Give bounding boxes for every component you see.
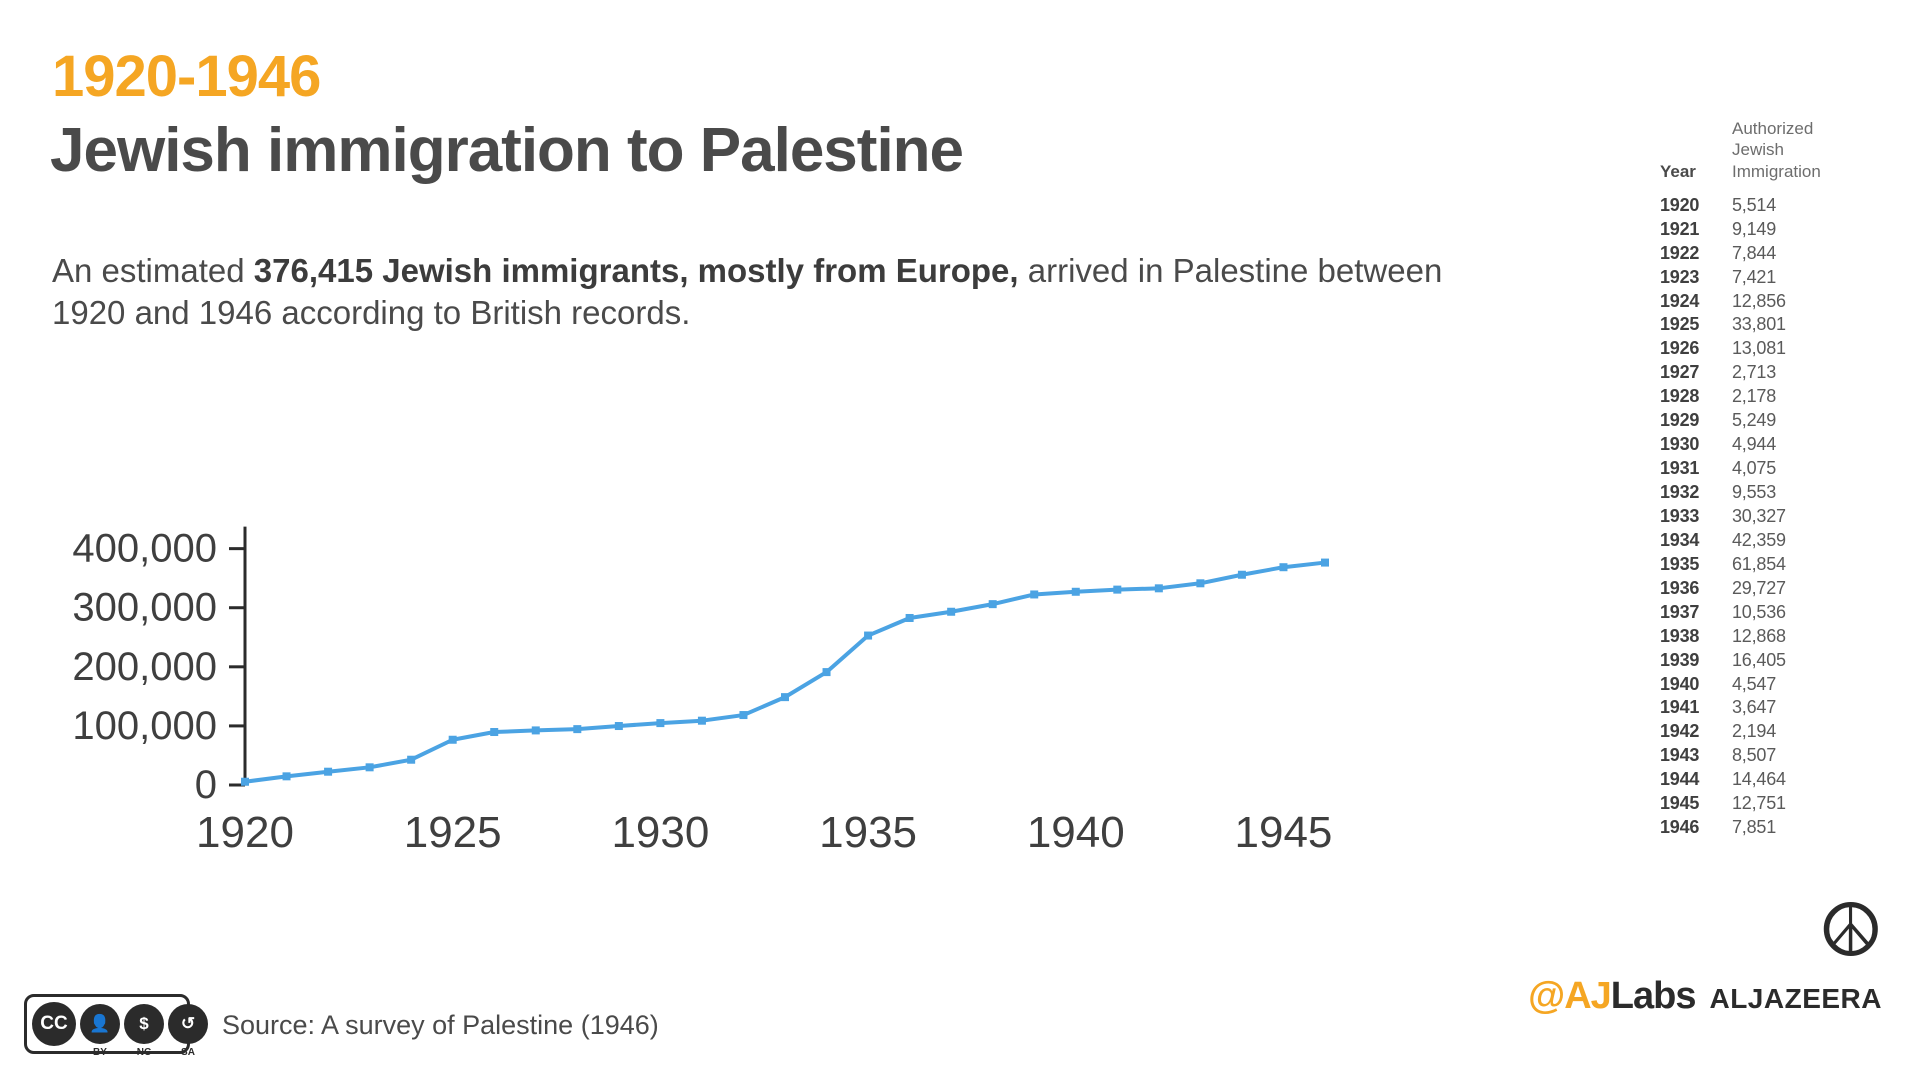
data-point-marker	[1155, 584, 1163, 592]
table-cell-year: 1943	[1660, 745, 1700, 766]
data-point-marker	[1196, 579, 1204, 587]
table-cell-year: 1927	[1660, 362, 1700, 383]
table-row	[1660, 457, 1890, 481]
table-row	[1660, 385, 1890, 409]
table-cell-value: 4,075	[1732, 458, 1777, 479]
cc-sa-icon	[168, 1004, 208, 1058]
table-cell-year: 1944	[1660, 769, 1700, 790]
table-body	[1660, 194, 1890, 840]
x-axis-tick-labels	[196, 808, 1332, 857]
y-axis-tick-label: 200,000	[72, 644, 217, 689]
table-row	[1660, 744, 1890, 768]
data-point-marker	[1279, 563, 1287, 571]
table-row	[1660, 433, 1890, 457]
table-cell-value: 29,727	[1732, 577, 1786, 598]
y-axis-tick-labels	[72, 527, 245, 807]
data-point-marker	[490, 728, 498, 736]
source-caption: Source: A survey of Palestine (1946)	[222, 1010, 659, 1040]
table-cell-year: 1937	[1660, 601, 1700, 622]
table-cell-year: 1931	[1660, 458, 1700, 479]
table-row	[1660, 696, 1890, 720]
data-point-marker	[656, 719, 664, 727]
line-chart	[30, 505, 1630, 905]
cc-nc-group	[124, 1004, 164, 1058]
aljazeera-logo-icon: ☮	[1817, 889, 1882, 972]
cc-by-icon	[80, 1004, 120, 1058]
data-point-marker	[864, 632, 872, 640]
data-point-marker	[366, 763, 374, 771]
table-row	[1660, 481, 1890, 505]
cc-icon	[32, 1002, 76, 1046]
table-cell-value: 9,553	[1732, 482, 1777, 502]
data-point-marker	[241, 778, 249, 786]
series-line	[245, 563, 1325, 782]
x-axis-tick-label: 1945	[1234, 808, 1333, 857]
data-point-marker	[781, 693, 789, 701]
table-cell-year: 1936	[1660, 577, 1700, 598]
standfirst-emphasis: 376,415 Jewish immigrants, mostly from Europe,	[253, 252, 1019, 289]
data-point-marker	[1238, 571, 1246, 579]
table-cell-value: 3,647	[1732, 697, 1777, 718]
table-cell-year: 1939	[1660, 649, 1700, 670]
table-row	[1660, 792, 1890, 816]
data-point-marker	[947, 608, 955, 616]
data-point-marker	[698, 717, 706, 725]
table-cell-value: 33,801	[1732, 314, 1786, 335]
table-header-value	[1732, 118, 1890, 182]
table-row	[1660, 816, 1890, 840]
cc-nc-label: NC	[136, 1047, 152, 1058]
data-point-marker	[283, 772, 291, 780]
chart-canvas	[30, 505, 1630, 905]
creative-commons-badge[interactable]	[24, 994, 196, 1058]
data-point-marker	[823, 668, 831, 676]
table-cell-value: 2,194	[1732, 721, 1777, 742]
series-markers	[241, 559, 1329, 786]
table-header-value-line3: Immigration	[1732, 161, 1821, 181]
table-row	[1660, 577, 1890, 601]
cc-sa-group	[168, 1004, 208, 1058]
table-cell-value: 5,514	[1732, 194, 1777, 215]
table-row	[1660, 649, 1890, 673]
table-cell-value: 2,713	[1732, 362, 1777, 383]
table-row	[1660, 553, 1890, 577]
table-header-value-line2: Jewish	[1732, 140, 1784, 160]
data-point-marker	[407, 756, 415, 764]
y-axis-tick-label: 400,000	[72, 526, 217, 571]
table-cell-year: 1935	[1660, 553, 1700, 574]
table-cell-value: 5,249	[1732, 410, 1777, 431]
standfirst-text	[52, 250, 1512, 334]
data-point-marker	[449, 736, 457, 744]
data-point-marker	[1321, 559, 1329, 567]
table-cell-year: 1945	[1660, 793, 1700, 814]
data-point-marker	[532, 726, 540, 734]
aljazeera-wordmark: ALJAZEERA	[1709, 982, 1882, 1014]
table-header-value-line1: Authorized	[1732, 119, 1814, 138]
table-cell-value: 12,751	[1732, 793, 1786, 814]
standfirst-prefix: An estimated	[52, 252, 254, 289]
table-cell-value: 7,421	[1732, 266, 1777, 287]
table-cell-year: 1928	[1660, 386, 1700, 407]
table-cell-year: 1938	[1660, 625, 1700, 646]
table-cell-year: 1923	[1660, 266, 1700, 287]
data-point-marker	[615, 722, 623, 730]
x-axis-tick-label: 1925	[403, 808, 502, 857]
cc-nc-icon	[124, 1004, 164, 1058]
data-point-marker	[906, 614, 914, 622]
data-point-marker	[1113, 586, 1121, 594]
table-cell-value: 10,536	[1732, 601, 1786, 622]
table-cell-value: 61,854	[1732, 553, 1786, 574]
table-cell-value: 12,868	[1732, 625, 1786, 646]
table-cell-year: 1930	[1660, 434, 1700, 455]
x-axis-tick-label: 1940	[1026, 808, 1125, 857]
table-cell-year: 1929	[1660, 410, 1700, 431]
standfirst-suffix: arrived in Palestine between 1920 and 1946 according to British records.	[52, 252, 1443, 332]
cc-by-label: BY	[93, 1047, 107, 1058]
table-cell-value: 12,856	[1732, 290, 1786, 311]
table-cell-year: 1932	[1660, 482, 1700, 502]
x-axis-tick-label: 1920	[196, 808, 294, 857]
data-table	[1660, 118, 1890, 840]
page-title: Jewish immigration to Palestine	[50, 116, 964, 185]
table-cell-value: 30,327	[1732, 505, 1786, 526]
cc-sa-glyph: ↺	[180, 1014, 196, 1033]
table-cell-year: 1921	[1660, 218, 1700, 239]
table-cell-year: 1934	[1660, 529, 1700, 550]
table-row	[1660, 313, 1890, 337]
brand-row	[1528, 974, 1882, 1018]
table-cell-year: 1920	[1660, 194, 1700, 215]
table-cell-value: 7,844	[1732, 242, 1777, 263]
y-axis-tick-label: 0	[194, 763, 217, 807]
table-cell-year: 1925	[1660, 314, 1700, 335]
table-row	[1660, 242, 1890, 266]
table-cell-value: 8,507	[1732, 745, 1777, 766]
x-axis-tick-label: 1935	[819, 808, 918, 857]
cc-icon-label: CC	[40, 1013, 68, 1034]
table-cell-year: 1941	[1660, 697, 1700, 718]
table-cell-value: 7,851	[1732, 817, 1777, 838]
table-cell-year: 1942	[1660, 721, 1700, 742]
table-row	[1660, 290, 1890, 314]
table-cell-value: 42,359	[1732, 529, 1786, 550]
table-row	[1660, 337, 1890, 361]
y-axis-tick-label: 100,000	[72, 703, 217, 748]
data-point-marker	[324, 768, 332, 776]
table-row	[1660, 625, 1890, 649]
table-row	[1660, 529, 1890, 553]
table-cell-year: 1924	[1660, 290, 1700, 311]
table-row	[1660, 768, 1890, 792]
table-cell-value: 13,081	[1732, 338, 1786, 359]
brand-block	[1528, 889, 1882, 1018]
data-point-marker	[739, 711, 747, 719]
cc-sa-label: SA	[181, 1047, 195, 1058]
ajlabs-wordmark	[1528, 975, 1695, 1018]
ajlabs-at: @AJ	[1528, 974, 1611, 1017]
table-cell-year: 1922	[1660, 242, 1700, 263]
y-axis-tick-label: 300,000	[72, 585, 217, 630]
table-cell-value: 9,149	[1732, 218, 1777, 239]
x-axis-tick-label: 1930	[611, 808, 710, 857]
table-cell-value: 14,464	[1732, 769, 1786, 790]
cc-by-glyph: 👤	[89, 1014, 111, 1033]
table-cell-value: 2,178	[1732, 386, 1777, 407]
table-cell-year: 1946	[1660, 817, 1700, 838]
table-cell-year: 1940	[1660, 673, 1700, 694]
table-cell-year: 1926	[1660, 338, 1700, 359]
table-cell-value: 4,547	[1732, 673, 1777, 694]
table-row	[1660, 720, 1890, 744]
ajlabs-labs: Labs	[1610, 974, 1696, 1017]
table-row	[1660, 505, 1890, 529]
table-cell-year: 1933	[1660, 505, 1700, 526]
table-row	[1660, 361, 1890, 385]
data-point-marker	[989, 600, 997, 608]
table-row	[1660, 409, 1890, 433]
data-point-marker	[1072, 588, 1080, 596]
table-header-row	[1660, 118, 1890, 182]
table-row	[1660, 601, 1890, 625]
cc-nc-glyph: $	[139, 1014, 149, 1033]
table-row	[1660, 266, 1890, 290]
cc-by-group	[80, 1004, 120, 1058]
data-point-marker	[573, 725, 581, 733]
table-row	[1660, 194, 1890, 218]
table-cell-value: 4,944	[1732, 434, 1777, 455]
table-header-year: Year	[1660, 161, 1696, 181]
table-row	[1660, 673, 1890, 697]
eyebrow-date-range: 1920-1946	[52, 44, 321, 109]
table-row	[1660, 218, 1890, 242]
data-point-marker	[1030, 590, 1038, 598]
table-cell-value: 16,405	[1732, 649, 1786, 670]
